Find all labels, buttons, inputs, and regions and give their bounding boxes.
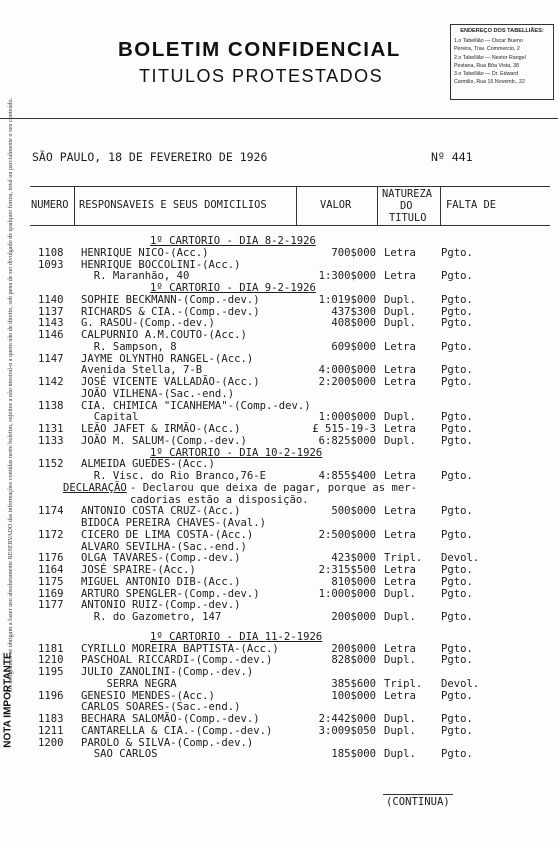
failure-reason: Pgto. [441, 340, 473, 353]
table-row [0, 389, 558, 401]
protest-list [0, 236, 558, 761]
title-nature: Letra [384, 689, 416, 702]
responsible-party: Avenida Stella, 7-B [81, 364, 203, 377]
failure-reason: Pgto. [441, 564, 473, 576]
protest-number: 1138 [38, 399, 64, 412]
table-row [0, 749, 558, 761]
responsible-party: ANTONIO RUIZ-(Comp.-dev.) [81, 599, 241, 612]
failure-reason: Pgto. [441, 293, 473, 306]
section-heading [0, 236, 558, 248]
protest-number: 1146 [38, 329, 64, 341]
responsible-party: CARLOS SOARES-(Sac.-end.) [81, 701, 241, 714]
protest-number: 1175 [38, 575, 64, 588]
responsible-party: SERRA NEGRA [81, 677, 177, 690]
col-header-natureza-do: DO [400, 200, 413, 212]
responsible-party: PAROLO & SILVA-(Comp.-dev.) [81, 736, 254, 749]
declaration-label: DECLARAÇÃO [63, 481, 127, 494]
address-line: 1.o Tabellião — Oscar Bueno [454, 38, 523, 45]
col-header-numero: NUMERO [31, 199, 69, 211]
responsible-party: JAYME OLYNTHO RANGEL-(Acc.) [81, 352, 254, 365]
responsible-party: ARTURO SPENGLER-(Comp.-dev.) [81, 587, 260, 600]
protest-value: 700$000 [331, 246, 376, 259]
declaration-text: - Declarou que deixa de pagar, porque as mer- [130, 481, 418, 494]
responsible-party: JOÃO M. SALUM-(Comp.-dev.) [81, 434, 247, 447]
protest-number: 1200 [38, 736, 64, 749]
title-nature: Letra [384, 505, 416, 518]
section-heading [0, 283, 558, 295]
title-nature: Tripl. [384, 677, 423, 690]
protest-number: 1131 [38, 423, 64, 435]
responsible-party: ALMEIDA GUEDES-(Acc.) [81, 458, 215, 471]
title-nature: Letra [384, 528, 416, 541]
failure-reason: Pgto. [441, 748, 473, 761]
title-nature: Dupl. [384, 317, 416, 330]
table-row [0, 248, 558, 260]
side-notice: Os assignantes se obrigam a fazer uso absolutamente RESERVADO das informações contidas neste boletim, sujeitos a não mostral-o a quem não de direito, sob pena de ser divulgado de qualquer forma, total ou parcialmente o seu conteúdo. [7, 97, 14, 693]
address-line: Pereira, Trav. Commercio, 2 [454, 46, 520, 53]
title-nature: Dupl. [384, 587, 416, 600]
title-nature: Letra [384, 642, 416, 655]
failure-reason: Pgto. [441, 587, 473, 600]
responsible-party: JULIO ZANOLINI-(Comp.-dev.) [81, 666, 254, 678]
protest-number: 1210 [38, 654, 64, 667]
table-row [0, 471, 558, 483]
failure-reason: Pgto. [441, 575, 473, 588]
table-row [0, 330, 558, 342]
side-label: NOTA IMPORTANTE [2, 652, 14, 748]
title-nature: Dupl. [384, 611, 416, 623]
responsible-party: R. Visc. do Rio Branco,76-E [81, 470, 266, 482]
responsible-party: G. RASOU-(Comp.-dev.) [81, 317, 215, 330]
title-nature: Letra [384, 340, 416, 353]
responsible-party: GENESIO MENDES-(Acc.) [81, 689, 215, 702]
table-row [0, 518, 558, 530]
protest-number: 1142 [38, 376, 64, 388]
title-nature: Dupl. [384, 293, 416, 306]
address-line: 3.o Tabellião — Dr. Edward [454, 71, 519, 78]
responsible-party: ALVARO SEVILHA-(Sac.-end.) [81, 540, 247, 553]
column-divider [74, 187, 75, 225]
title-nature: Dupl. [384, 724, 416, 737]
col-header-responsaveis: RESPONSAVEIS E SEUS DOMICILIOS [79, 199, 267, 211]
protest-value: 1:019$000 [318, 293, 376, 306]
protest-number: 1152 [38, 458, 64, 471]
protest-number: 1108 [38, 246, 64, 259]
protest-value: 609$000 [331, 340, 376, 353]
section-heading-text: 1º CARTORIO - DIA 10-2-1926 [150, 446, 323, 459]
section-heading-text: 1º CARTORIO - DIA 11-2-1926 [150, 630, 323, 643]
protest-value: £ 515-19-3 [312, 423, 376, 435]
responsible-party: SAO CARLOS [81, 748, 158, 761]
protest-number: 1133 [38, 434, 64, 447]
address-line: Pestana, Rua Bôa Vista, 38 [454, 62, 519, 69]
failure-reason: Pgto. [441, 305, 473, 318]
responsible-party: CYRILLO MOREIRA BAPTISTA-(Acc.) [81, 642, 279, 655]
responsible-party: HENRIQUE BOCCOLINI-(Acc.) [81, 258, 241, 271]
failure-reason: Devol. [441, 677, 480, 690]
protest-value: 2:200$000 [318, 376, 376, 388]
protest-number: 1181 [38, 642, 64, 655]
protest-value: 1:300$000 [318, 270, 376, 283]
table-row [0, 714, 558, 726]
bulletin-title: BOLETIM CONFIDENCIAL [118, 38, 401, 61]
address-line: Carmilio, Rua 15 Novemb., 22 [454, 79, 525, 86]
failure-reason: Pgto. [441, 434, 473, 447]
address-line: 2.o Tabellião — Nestor Rangel [454, 54, 526, 61]
protest-number: 1137 [38, 305, 64, 318]
table-row [0, 565, 558, 577]
responsible-party: BECHARA SALOMÃO-(Comp.-dev.) [81, 713, 260, 725]
protest-number: 1169 [38, 587, 64, 600]
column-divider [377, 187, 378, 225]
protest-value: 200$000 [331, 642, 376, 655]
title-nature: Letra [384, 246, 416, 259]
protest-value: 385$600 [331, 677, 376, 690]
responsible-party: OLGA TAVARES-(Comp.-dev.) [81, 552, 241, 565]
table-row [0, 530, 558, 542]
title-nature: Letra [384, 364, 416, 377]
table-row [0, 726, 558, 738]
table-row [0, 667, 558, 679]
title-nature: Dupl. [384, 748, 416, 761]
responsible-party: JOSÉ VICENTE VALLADÃO-(Acc.) [81, 376, 260, 388]
responsible-party: JOÃO VILHENA-(Sac.-end.) [81, 387, 235, 400]
place-date: SÃO PAULO, 18 DE FEVEREIRO DE 1926 [32, 150, 268, 164]
title-nature: Dupl. [384, 654, 416, 667]
failure-reason: Pgto. [441, 376, 473, 388]
table-row [0, 424, 558, 436]
protest-number: 1143 [38, 317, 64, 330]
responsible-party: HENRIQUE NICO-(Acc.) [81, 246, 209, 259]
responsible-party: CANTARELLA & CIA.-(Comp.-dev.) [81, 724, 273, 737]
protest-value: 4:855$400 [318, 470, 376, 482]
protest-value: 828$000 [331, 654, 376, 667]
protest-number: 1211 [38, 724, 64, 737]
failure-reason: Pgto. [441, 713, 473, 725]
protest-number: 1183 [38, 713, 64, 725]
failure-reason: Pgto. [441, 654, 473, 667]
protest-number: 1172 [38, 528, 64, 541]
title-nature: Letra [384, 270, 416, 283]
title-nature: Letra [384, 564, 416, 576]
failure-reason: Pgto. [441, 470, 473, 482]
table-row [0, 577, 558, 589]
col-header-natureza: NATUREZA [382, 188, 433, 200]
title-nature: Dupl. [384, 305, 416, 318]
protest-number: 1174 [38, 505, 64, 518]
title-nature: Letra [384, 470, 416, 482]
protest-number: 1140 [38, 293, 64, 306]
title-nature: Dupl. [384, 713, 416, 725]
col-header-natureza-titulo: TITULO [389, 212, 427, 224]
col-header-valor: VALOR [320, 199, 352, 211]
responsible-party: R. Sampson, 8 [81, 340, 177, 353]
column-divider [296, 187, 297, 225]
protest-value: 810$000 [331, 575, 376, 588]
protest-value: 185$000 [331, 748, 376, 761]
bulletin-subtitle: TITULOS PROTESTADOS [139, 66, 384, 86]
table-row [0, 295, 558, 307]
failure-reason: Pgto. [441, 505, 473, 518]
responsible-party: JOSÉ SPAIRE-(Acc.) [81, 564, 196, 576]
title-nature: Letra [384, 376, 416, 388]
failure-reason: Pgto. [441, 611, 473, 623]
protest-value: 3:009$050 [318, 724, 376, 737]
protest-value: 500$000 [331, 505, 376, 518]
protest-value: 2:315$500 [318, 564, 376, 576]
responsible-party: CALPURNIO A.M.COUTO-(Acc.) [81, 329, 247, 341]
protest-number: 1164 [38, 564, 64, 576]
protest-value: 6:825$000 [318, 434, 376, 447]
title-nature: Letra [384, 423, 416, 435]
protest-number: 1147 [38, 352, 64, 365]
address-box-heading: ENDEREÇO DOS TABELLIÃES: [460, 28, 544, 34]
protest-number: 1195 [38, 666, 64, 678]
section-heading-text: 1º CARTORIO - DIA 9-2-1926 [150, 282, 316, 294]
failure-reason: Pgto. [441, 724, 473, 737]
title-nature: Dupl. [384, 434, 416, 447]
failure-reason: Pgto. [441, 689, 473, 702]
responsible-party: PASCHOAL RICCARDI-(Comp.-dev.) [81, 654, 273, 667]
protest-number: 1093 [38, 258, 64, 271]
protest-value: 100$000 [331, 689, 376, 702]
responsible-party: RICHARDS & CIA.-(Comp.-dev.) [81, 305, 260, 318]
header-divider [0, 118, 558, 119]
table-row [0, 377, 558, 389]
declaration-text: cadorias estão a disposição. [130, 493, 309, 506]
column-divider [440, 187, 441, 225]
table-header [30, 186, 550, 226]
table-row [0, 679, 558, 691]
declaration-row [0, 483, 558, 495]
protest-number: 1196 [38, 689, 64, 702]
title-nature: Dupl. [384, 411, 416, 424]
protest-value: 2:500$000 [318, 528, 376, 541]
protest-value: 4:000$000 [318, 364, 376, 377]
protest-value: 437$300 [331, 305, 376, 318]
protest-value: 200$000 [331, 611, 376, 623]
responsible-party: R. do Gazometro, 147 [81, 611, 222, 623]
continua-note: (CONTINUA) [386, 796, 450, 808]
responsible-party: CICERO DE LIMA COSTA-(Acc.) [81, 528, 254, 541]
failure-reason: Pgto. [441, 423, 473, 435]
responsible-party: ANTONIO COSTA CRUZ-(Acc.) [81, 505, 241, 518]
failure-reason: Pgto. [441, 642, 473, 655]
failure-reason: Pgto. [441, 270, 473, 283]
protest-value: 408$000 [331, 317, 376, 330]
responsible-party: CIA. CHIMICA "ICANHEMA"-(Comp.-dev.) [81, 399, 311, 412]
col-header-falta: FALTA DE [446, 199, 497, 211]
protest-number: 1176 [38, 552, 64, 565]
protest-value: 2:442$000 [318, 713, 376, 725]
responsible-party: R. Maranhão, 40 [81, 270, 190, 283]
table-row [0, 612, 558, 624]
failure-reason: Pgto. [441, 246, 473, 259]
protest-value: 423$000 [331, 552, 376, 565]
section-heading [0, 632, 558, 644]
protest-value: 1:000$000 [318, 411, 376, 424]
failure-reason: Pgto. [441, 528, 473, 541]
title-nature: Tripl. [384, 552, 423, 565]
responsible-party: BIDOCA PEREIRA CHAVES-(Aval.) [81, 517, 266, 529]
table-row [0, 342, 558, 354]
notaries-address-box [450, 24, 554, 100]
protest-number: 1177 [38, 599, 64, 612]
failure-reason: Pgto. [441, 411, 473, 424]
issue-number: Nº 441 [431, 150, 473, 164]
responsible-party: MIGUEL ANTONIO DIB-(Acc.) [81, 575, 241, 588]
table-row [0, 436, 558, 448]
failure-reason: Pgto. [441, 317, 473, 330]
failure-reason: Devol. [441, 552, 480, 565]
failure-reason: Pgto. [441, 364, 473, 377]
title-nature: Letra [384, 575, 416, 588]
protest-value: 1:000$000 [318, 587, 376, 600]
responsible-party: Capital [81, 411, 139, 424]
section-heading-text: 1º CARTORIO - DIA 8-2-1926 [150, 235, 316, 247]
responsible-party: LEÃO JAFET & IRMÃO-(Acc.) [81, 423, 241, 435]
responsible-party: SOPHIE BECKMANN-(Comp.-dev.) [81, 293, 260, 306]
